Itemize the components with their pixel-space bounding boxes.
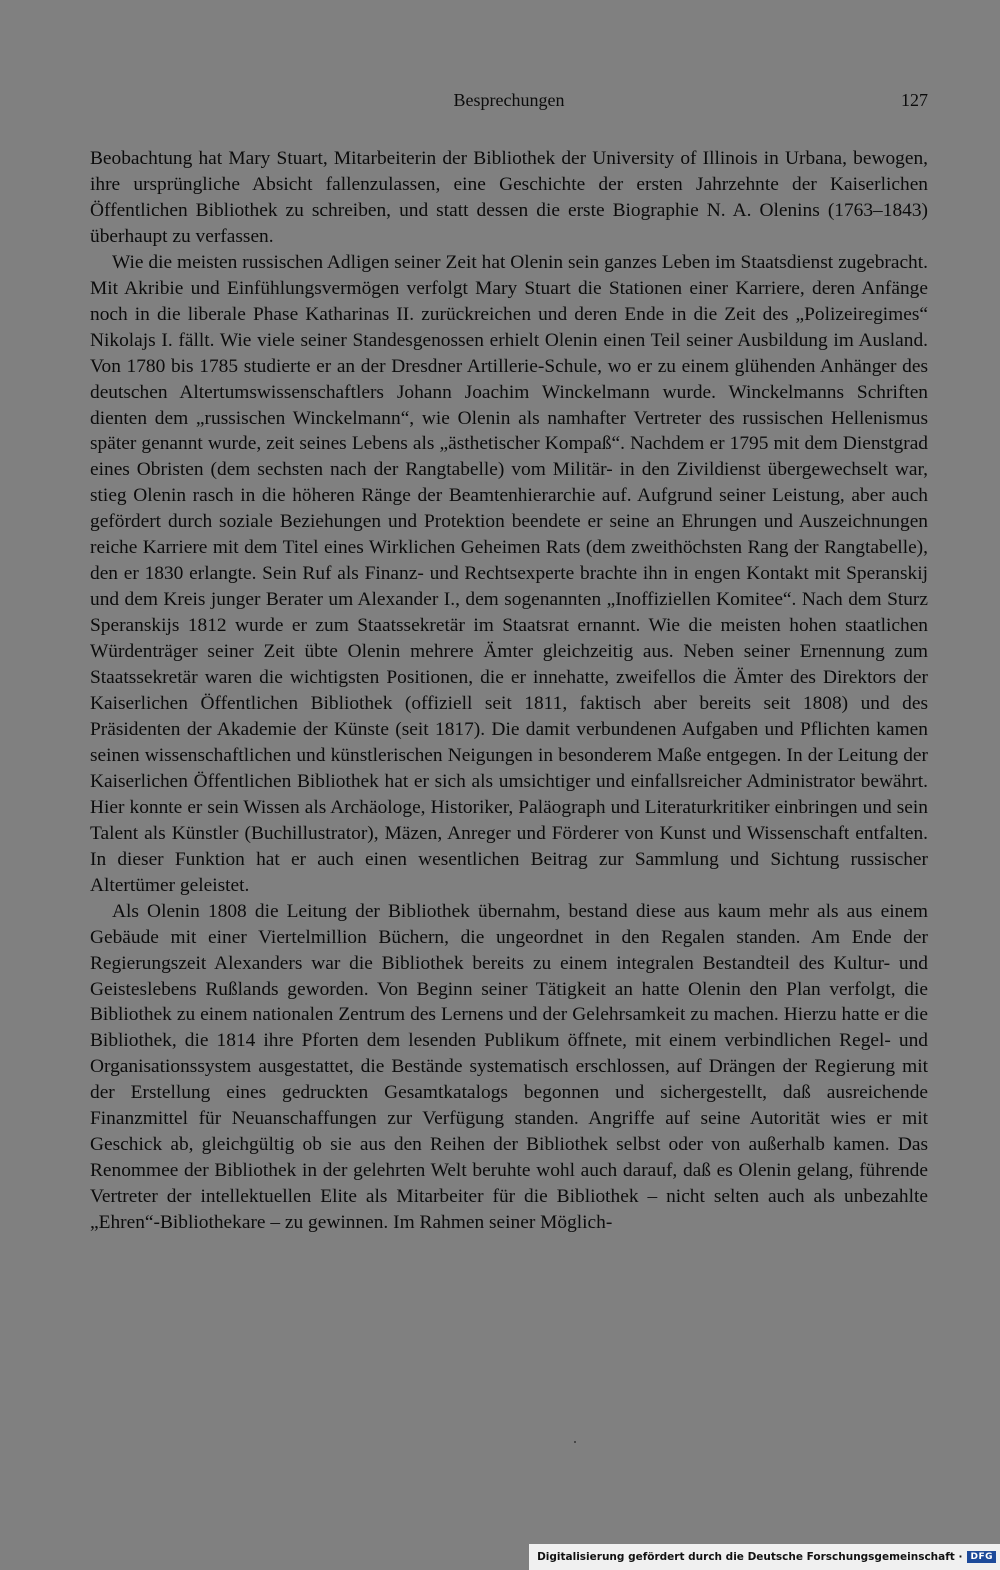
- dfg-logo-icon: DFG: [967, 1551, 996, 1563]
- digitization-footer: [529, 1544, 1000, 1570]
- running-title: Besprechungen: [453, 90, 565, 110]
- running-head: [90, 90, 928, 118]
- page-number: 127: [901, 90, 928, 110]
- paragraph-3: Als Olenin 1808 die Leitung der Bibliothek übernahm, bestand diese aus kaum mehr als aus einem Gebäude mit einer Viertelmillion Büchern, die ungeordnet in den Regalen standen. Am Ende der Regierungszeit Alexanders war die Bibliothek bereits zu einem integralen Bestandteil des Kultur- und Geisteslebens Rußlands geworden. Von Beginn seiner Tätigkeit an hatte Olenin den Plan verfolgt, die Bibliothek zu einem nationalen Zentrum des Lernens und der Gelehrsamkeit zu machen. Hierzu hatte er die Bibliothek, die 1814 ihre Pforten dem lesenden Publikum öffnete, mit einem verbindlichen Regel- und Organisationssystem ausgestattet, die Bestände systematisch erschlossen, auf Drängen der Regierung mit der Erstellung eines gedruckten Gesamtkatalogs begonnen und sichergestellt, daß ausreichende Finanzmittel für Neuanschaffungen zur Verfügung standen. Angriffe auf seine Autorität wies er mit Geschick ab, gleichgültig ob sie aus den Reihen der Bibliothek selbst oder von außerhalb kamen. Das Renommee der Bibliothek in der gelehrten Welt beruhte wohl auch darauf, daß es Olenin gelang, führende Vertreter der intellektuellen Elite als Mitarbeiter für die Bibliothek – nicht selten auch als unbezahlte „Ehren“-Bibliothekare – zu gewinnen. Im Rahmen seiner Möglich-: [90, 900, 928, 1234]
- paragraph-2: Wie die meisten russischen Adligen seiner Zeit hat Olenin sein ganzes Leben im Staatsdienst zugebracht. Mit Akribie und Einfühlungsvermögen verfolgt Mary Stuart die Stationen einer Karriere, deren Anfänge noch in die liberale Phase Katharinas II. zurückreichen und deren Ende in die Zeit des „Polizeiregimes“ Nikolajs I. fällt. Wie viele seiner Standesgenossen erhielt Olenin einen Teil seiner Ausbildung im Ausland. Von 1780 bis 1785 studierte er an der Dresdner Artillerie-Schule, wo er zu einem glühenden Anhänger des deutschen Altertumswissenschaftlers Johann Joachim Winckelmann wurde. Winckelmanns Schriften dienten dem „russischen Winckelmann“, wie Olenin als namhafter Vertreter des russischen Hellenismus später genannt wurde, zeit seines Lebens als „ästhetischer Kompaß“. Nachdem er 1795 mit dem Dienstgrad eines Obristen (dem sechsten nach der Rangtabelle) vom Militär- in den Zivildienst übergewechselt war, stieg Olenin rasch in die höheren Ränge der Beamtenhierarchie auf. Aufgrund seiner Leistung, aber auch gefördert durch soziale Beziehungen und Protektion beendete er seine an Ehrungen und Auszeichnungen reiche Karriere mit dem Titel eines Wirklichen Geheimen Rats (dem zweithöchsten Rang der Rangtabelle), den er 1830 erlangte. Sein Ruf als Finanz- und Rechtsexperte brachte ihn in engen Kontakt mit Speranskij und dem Kreis junger Berater um Alexander I., dem sogenannten „Inoffiziellen Komitee“. Nach dem Sturz Speranskijs 1812 wurde er zum Staatssekretär im Staatsrat ernannt. Wie die meisten hohen staatlichen Würdenträger seiner Zeit übte Olenin mehrere Ämter gleichzeitig aus. Neben seiner Ernennung zum Staatssekretär waren die wichtigsten Positionen, die er innehatte, zweifellos die Ämter des Direktors der Kaiserlichen Öffentlichen Bibliothek (offiziell seit 1811, faktisch aber bereits seit 1808) und des Präsidenten der Akademie der Künste (seit 1817). Die damit verbundenen Aufgaben und Pflichten kamen seinen wissenschaftlichen und künstlerischen Neigungen in besonderem Maße entgegen. In der Leitung der Kaiserlichen Öffentlichen Bibliothek hat er sich als umsichtiger und einfallsreicher Administrator bewährt. Hier konnte er sein Wissen als Archäologe, Historiker, Paläograph und Literaturkritiker einbringen und sein Talent als Künstler (Buchillustrator), Mäzen, Anreger und Förderer von Kunst und Wissenschaft entfalten. In dieser Funktion hat er auch einen wesentlichen Beitrag zur Sammlung und Sichtung russischer Altertümer geleistet.: [90, 251, 928, 896]
- paragraph-1: Beobachtung hat Mary Stuart, Mitarbeiterin der Bibliothek der University of Illinois in Urbana, bewogen, ihre ursprüngliche Absicht fallenzulassen, eine Geschichte der ersten Jahrzehnte der Kaiserlichen Öffentlichen Bibliothek zu schreiben, und statt dessen die erste Biographie N. A. Olenins (1763–1843) überhaupt zu verfassen.: [90, 148, 928, 247]
- digitization-note: Digitalisierung gefördert durch die Deutsche Forschungsgemeinschaft ·: [537, 1551, 963, 1563]
- scan-speck: [574, 1441, 576, 1443]
- body-text: [90, 146, 928, 1236]
